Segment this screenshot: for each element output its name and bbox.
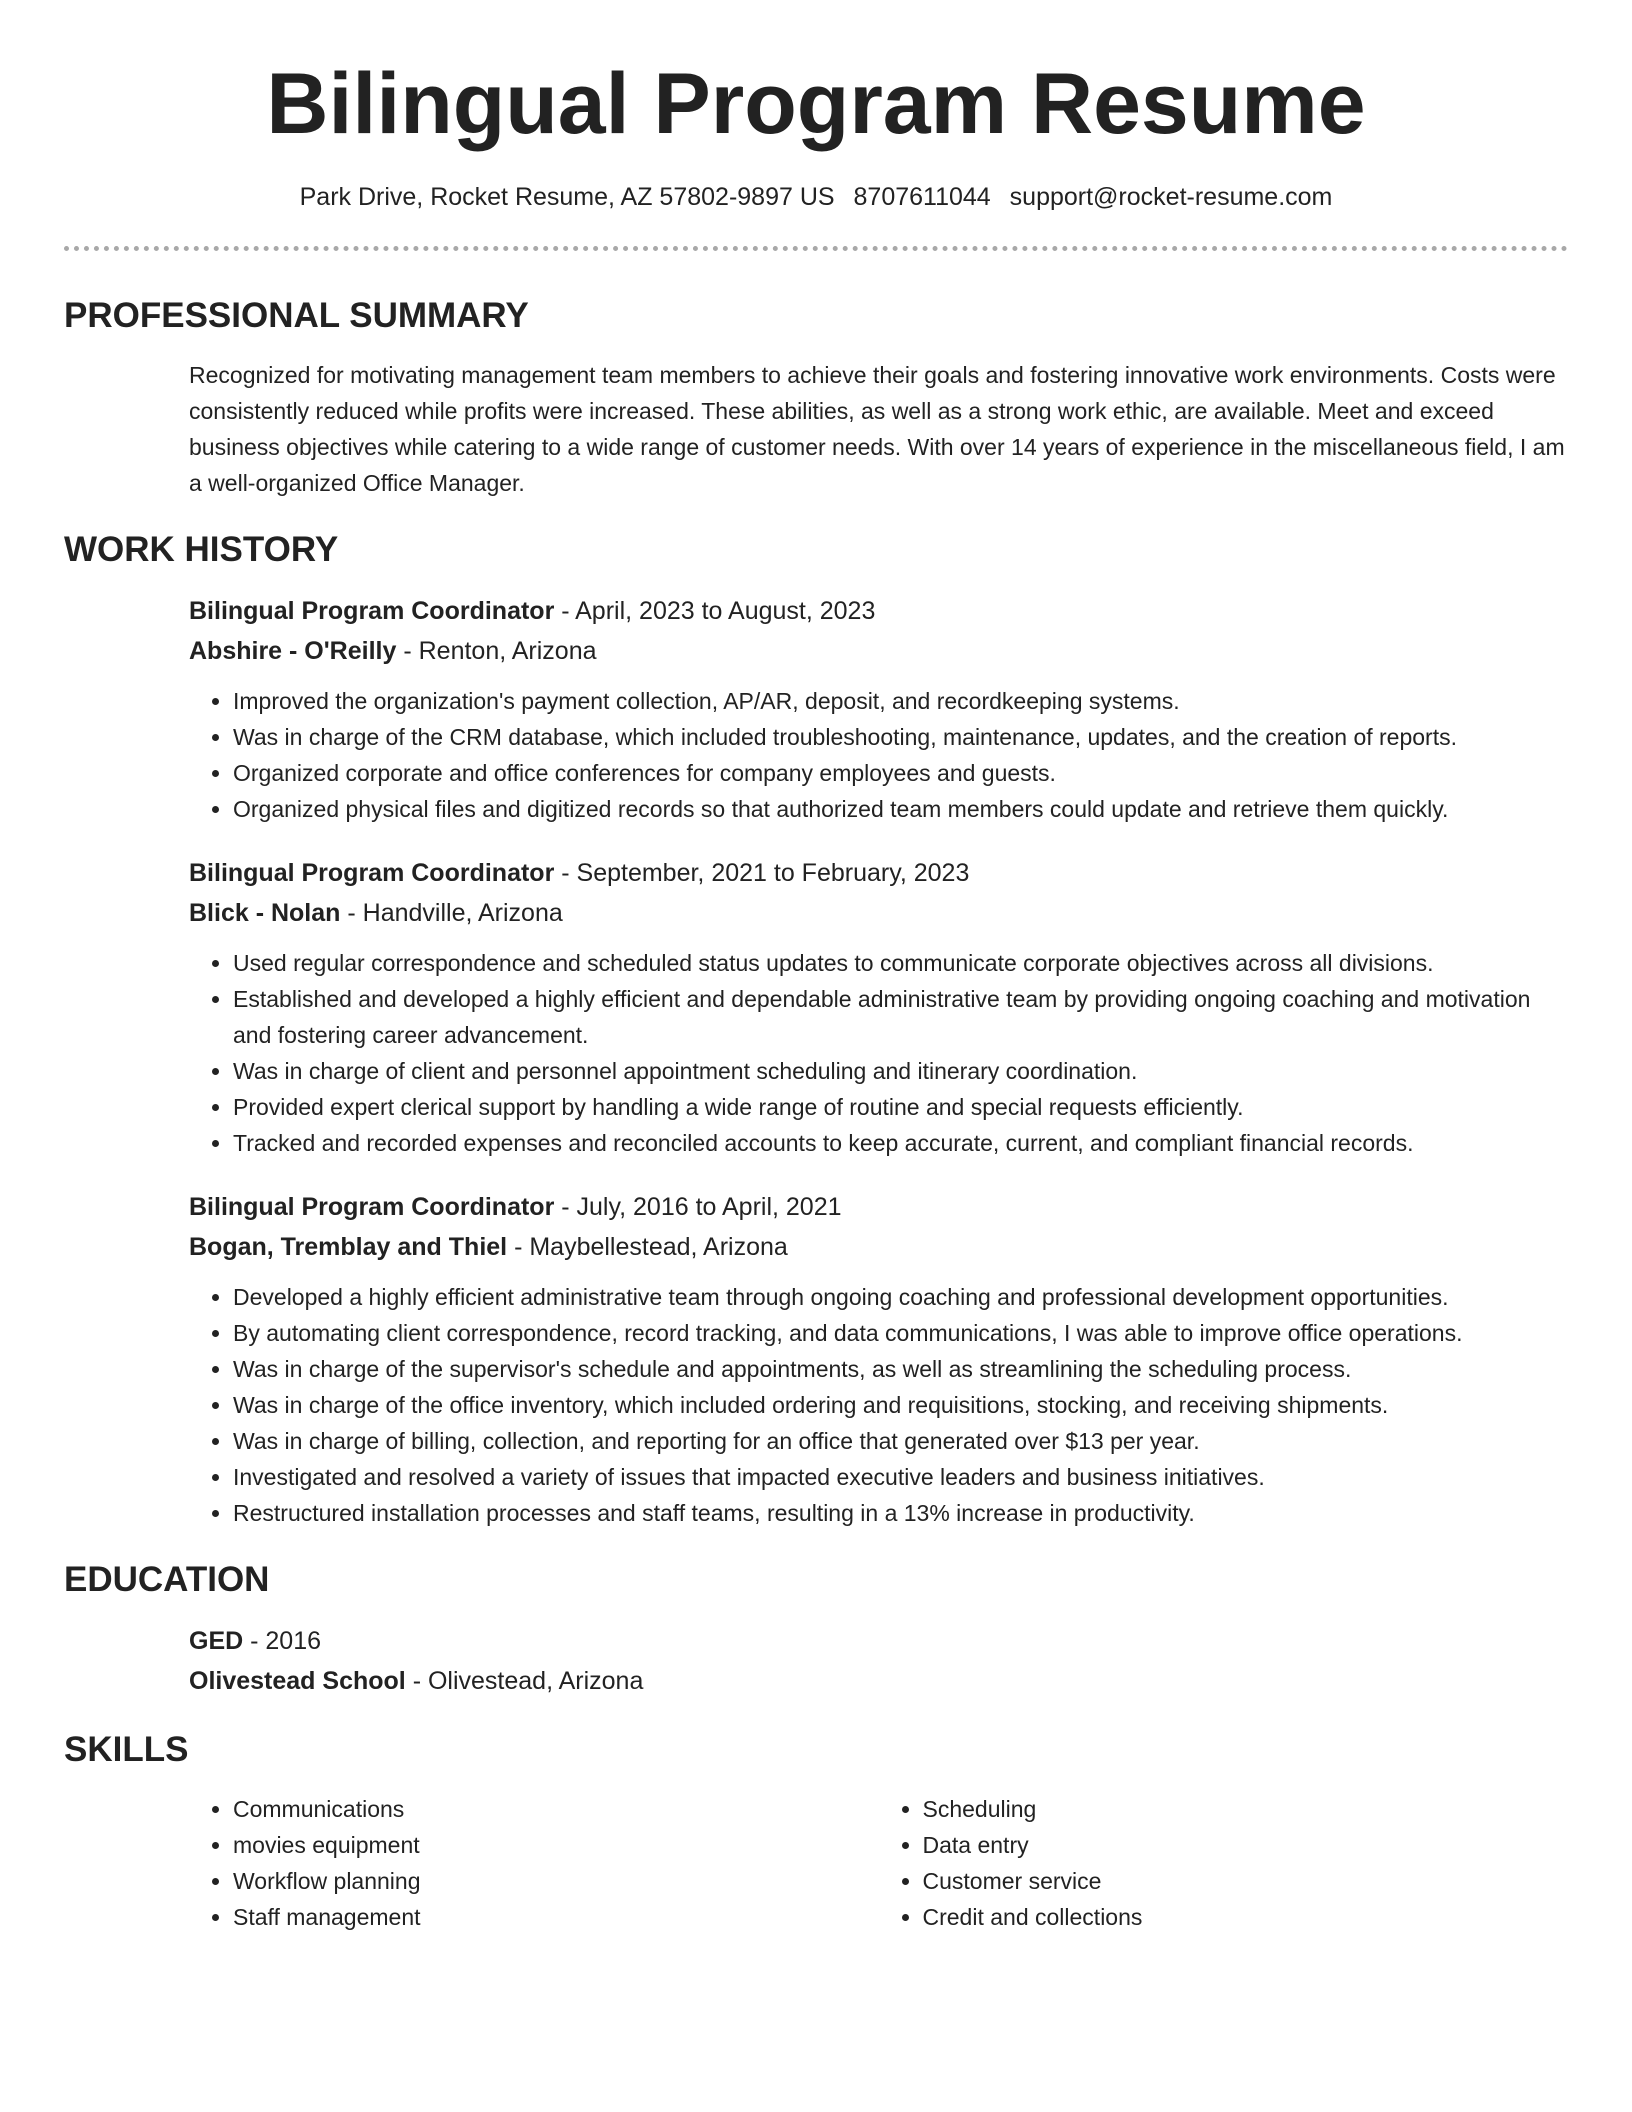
list-item: • Provided expert clerical support by handling a wide range of routine and special requests efficiently. [233, 1089, 1568, 1125]
list-item: • Was in charge of the supervisor's schedule and appointments, as well as streamlining the scheduling process. [233, 1351, 1568, 1387]
list-item: • Was in charge of client and personnel appointment scheduling and itinerary coordination. [233, 1053, 1568, 1089]
job-entry [189, 853, 1568, 1161]
list-item: • Was in charge of the office inventory, which included ordering and requisitions, stocking, and receiving shipments. [233, 1387, 1568, 1423]
job-title-line [189, 1187, 1568, 1227]
education-section [64, 1559, 1568, 1701]
job-location: - Handville, Arizona [340, 899, 563, 927]
job-company-line [189, 893, 1568, 933]
job-entry [189, 1187, 1568, 1531]
job-role: Bilingual Program Coordinator [189, 859, 555, 887]
job-duties [189, 945, 1568, 1161]
list-item: • Was in charge of billing, collection, and reporting for an office that generated over $13 per year. [233, 1423, 1568, 1459]
list-item: • Tracked and recorded expenses and reconciled accounts to keep accurate, current, and compliant financial records. [233, 1125, 1568, 1161]
list-item: • Staff management [233, 1899, 879, 1935]
skills-list-right [879, 1791, 1569, 1935]
contact-address: Park Drive, Rocket Resume, AZ 57802-9897 US [299, 183, 835, 211]
work-history-section [64, 529, 1568, 1531]
skills-heading: SKILLS [64, 1730, 189, 1769]
list-item: • Used regular correspondence and scheduled status updates to communicate corporate objectives across all divisions. [233, 945, 1568, 981]
education-school-line [189, 1661, 1568, 1701]
contact-phone: 8707611044 [853, 183, 991, 211]
list-item: • Scheduling [923, 1791, 1569, 1827]
job-company-line [189, 631, 1568, 671]
list-item: • Was in charge of the CRM database, which included troubleshooting, maintenance, updates, and the creation of reports. [233, 719, 1568, 755]
contact-line [64, 182, 1568, 212]
list-item: • movies equipment [233, 1827, 879, 1863]
summary-heading: PROFESSIONAL SUMMARY [64, 296, 529, 335]
summary-text: Recognized for motivating management team members to achieve their goals and fostering innovative work environments. Costs were consistently reduced while profits were increased. These abilities, as well as a strong work ethic, are available. Meet and exceed business objectives while catering to a wide range of customer needs. With over 14 years of experience in the miscellaneous field, I am a well-organized Office Manager. [189, 362, 1565, 496]
job-title-line [189, 591, 1568, 631]
list-item: • Credit and collections [923, 1899, 1569, 1935]
job-duties [189, 683, 1568, 827]
list-item: • Data entry [923, 1827, 1569, 1863]
education-year: - 2016 [243, 1627, 322, 1655]
list-item: • Organized physical files and digitized records so that authorized team members could update and retrieve them quickly. [233, 791, 1568, 827]
skills-section [64, 1729, 1568, 1935]
list-item: • Investigated and resolved a variety of issues that impacted executive leaders and business initiatives. [233, 1459, 1568, 1495]
skills-list-left [189, 1791, 879, 1935]
list-item: • Communications [233, 1791, 879, 1827]
job-company: Bogan, Tremblay and Thiel [189, 1233, 508, 1261]
job-duties [189, 1279, 1568, 1531]
list-item: • Organized corporate and office conferences for company employees and guests. [233, 755, 1568, 791]
education-school: Olivestead School [189, 1667, 406, 1695]
summary-section [64, 295, 1568, 501]
education-degree: GED [189, 1627, 244, 1655]
job-location: - Renton, Arizona [396, 637, 597, 665]
contact-email: support@rocket-resume.com [1009, 183, 1333, 211]
education-degree-line [189, 1621, 1568, 1661]
job-location: - Maybellestead, Arizona [507, 1233, 788, 1261]
job-company: Abshire - O'Reilly [189, 637, 397, 665]
education-heading: EDUCATION [64, 1560, 270, 1599]
list-item: • Workflow planning [233, 1863, 879, 1899]
job-dates: - September, 2021 to February, 2023 [554, 859, 970, 887]
list-item: • Developed a highly efficient administrative team through ongoing coaching and professional development opportunities. [233, 1279, 1568, 1315]
education-location: - Olivestead, Arizona [405, 1667, 644, 1695]
resume-page [64, 0, 1568, 1935]
list-item: • By automating client correspondence, record tracking, and data communications, I was able to improve office operations. [233, 1315, 1568, 1351]
job-dates: - July, 2016 to April, 2021 [554, 1193, 842, 1221]
list-item: • Established and developed a highly efficient and dependable administrative team by providing ongoing coaching and motivation and fostering career advancement. [233, 981, 1568, 1053]
work-history-heading: WORK HISTORY [64, 530, 339, 569]
header-divider [64, 246, 1568, 251]
resume-title: Bilingual Program Resume [266, 56, 1366, 152]
job-company: Blick - Nolan [189, 899, 341, 927]
job-company-line [189, 1227, 1568, 1267]
list-item: • Customer service [923, 1863, 1569, 1899]
job-entry [189, 591, 1568, 827]
job-dates: - April, 2023 to August, 2023 [554, 597, 876, 625]
job-title-line [189, 853, 1568, 893]
job-role: Bilingual Program Coordinator [189, 1193, 555, 1221]
list-item: • Improved the organization's payment collection, AP/AR, deposit, and recordkeeping systems. [233, 683, 1568, 719]
job-role: Bilingual Program Coordinator [189, 597, 555, 625]
list-item: • Restructured installation processes and staff teams, resulting in a 13% increase in productivity. [233, 1495, 1568, 1531]
